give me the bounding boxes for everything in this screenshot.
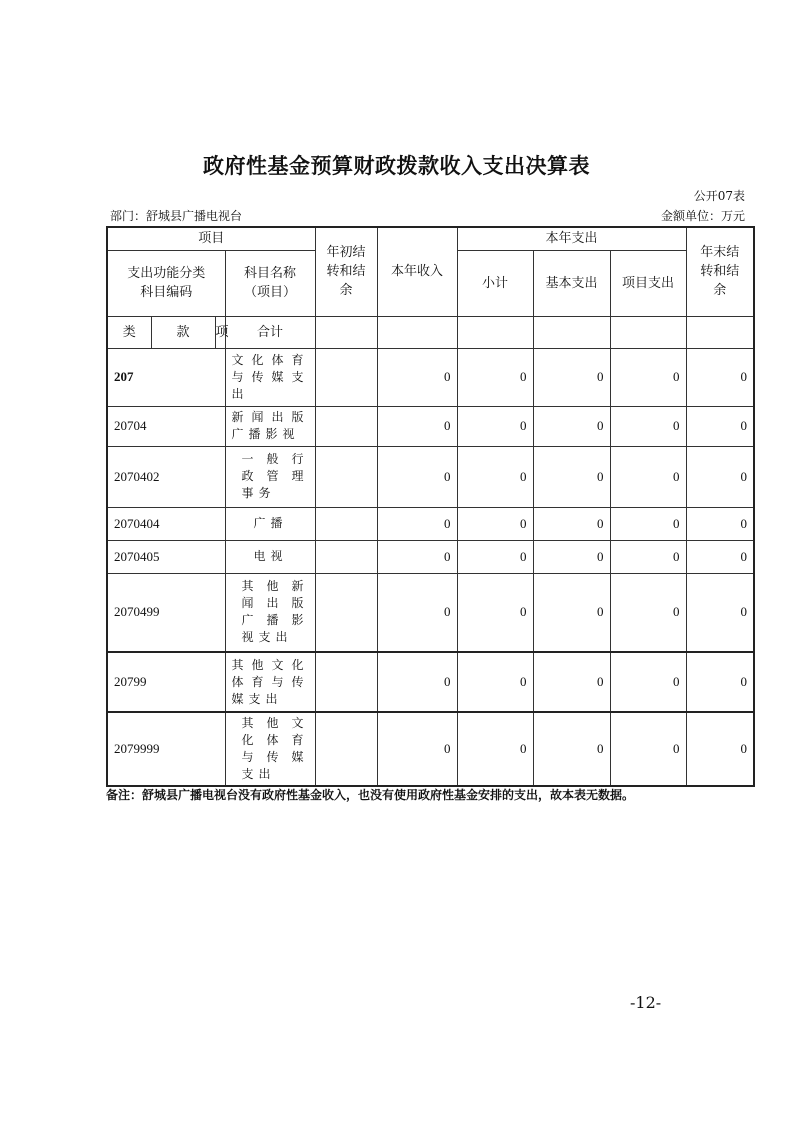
row-project: 0: [610, 652, 686, 712]
header-func-class-line1: 支出功能分类: [127, 266, 206, 281]
header-func-class: [107, 250, 225, 316]
header-subtotal: 小计: [457, 250, 533, 316]
row-begin: [315, 406, 377, 446]
row-code: 2070499: [107, 573, 225, 652]
header-total-basic: [533, 316, 610, 348]
header-total-income: [377, 316, 457, 348]
row-end: 0: [686, 446, 754, 507]
row-basic: 0: [533, 406, 610, 446]
row-subtotal: 0: [457, 712, 533, 786]
row-project: 0: [610, 540, 686, 573]
header-current-expense: 本年支出: [457, 227, 686, 250]
header-xiang: 项: [215, 316, 225, 348]
row-end: 0: [686, 652, 754, 712]
row-subtotal: 0: [457, 348, 533, 406]
page-title: 政府性基金预算财政拨款收入支出决算表: [203, 154, 590, 178]
row-name: 一般行政管理事务: [225, 446, 315, 507]
row-income: 0: [377, 540, 457, 573]
row-project: 0: [610, 348, 686, 406]
row-begin: [315, 507, 377, 540]
row-income: 0: [377, 406, 457, 446]
table-row: [107, 573, 754, 652]
table-row: [107, 446, 754, 507]
header-subject-name: [225, 250, 315, 316]
table-row: [107, 652, 754, 712]
row-basic: 0: [533, 573, 610, 652]
row-subtotal: 0: [457, 573, 533, 652]
row-begin: [315, 446, 377, 507]
unit-label: 金额单位：万元: [660, 209, 745, 223]
header-total-end: [686, 316, 754, 348]
row-income: 0: [377, 507, 457, 540]
row-basic: 0: [533, 446, 610, 507]
row-end: 0: [686, 573, 754, 652]
row-end: 0: [686, 507, 754, 540]
footnote: 备注：舒城县广播电视台没有政府性基金收入，也没有使用政府性基金安排的支出，故本表无数据。: [106, 788, 635, 802]
row-code: 2070402: [107, 446, 225, 507]
row-name: 新闻出版广播影视: [225, 406, 315, 446]
table-row: [107, 507, 754, 540]
header-total-subtotal: [457, 316, 533, 348]
row-subtotal: 0: [457, 540, 533, 573]
header-end-balance-text: 年末结转和结余: [700, 245, 740, 299]
row-subtotal: 0: [457, 446, 533, 507]
row-basic: 0: [533, 540, 610, 573]
row-code: 2079999: [107, 712, 225, 786]
row-name: 电视: [225, 540, 315, 573]
header-basic-expense: 基本支出: [533, 250, 610, 316]
header-total: 合计: [225, 316, 315, 348]
row-project: 0: [610, 406, 686, 446]
row-income: 0: [377, 652, 457, 712]
table-row: [107, 406, 754, 446]
row-income: 0: [377, 446, 457, 507]
row-end: 0: [686, 712, 754, 786]
row-project: 0: [610, 507, 686, 540]
row-subtotal: 0: [457, 507, 533, 540]
header-func-class-line2: 科目编码: [140, 285, 193, 300]
row-code: 20704: [107, 406, 225, 446]
header-end-balance: [686, 227, 754, 316]
header-subject-name-line1: 科目名称: [244, 266, 297, 281]
table-row: [107, 712, 754, 786]
row-basic: 0: [533, 348, 610, 406]
row-end: 0: [686, 406, 754, 446]
header-total-project: [610, 316, 686, 348]
header-project: 项目: [107, 227, 315, 250]
row-begin: [315, 540, 377, 573]
fund-table: [106, 226, 755, 787]
row-project: 0: [610, 712, 686, 786]
row-name: 其他文化体育与传媒支出: [225, 652, 315, 712]
row-name: 其他文化体育与传媒支出: [225, 712, 315, 786]
row-income: 0: [377, 573, 457, 652]
row-end: 0: [686, 540, 754, 573]
row-income: 0: [377, 712, 457, 786]
row-basic: 0: [533, 712, 610, 786]
row-end: 0: [686, 348, 754, 406]
row-code: 20799: [107, 652, 225, 712]
row-begin: [315, 712, 377, 786]
row-basic: 0: [533, 652, 610, 712]
row-basic: 0: [533, 507, 610, 540]
row-name: 广播: [225, 507, 315, 540]
table-row: [107, 348, 754, 406]
header-begin-balance: [315, 227, 377, 316]
department-label: 部门：舒城县广播电视台: [110, 209, 243, 223]
header-kuan: 款: [151, 316, 215, 348]
row-project: 0: [610, 446, 686, 507]
header-begin-balance-text: 年初结转和结余: [326, 245, 366, 299]
row-name: 文化体育与传媒支出: [225, 348, 315, 406]
row-income: 0: [377, 348, 457, 406]
row-begin: [315, 573, 377, 652]
row-name: 其他新闻出版广播影视支出: [225, 573, 315, 652]
table-row: [107, 540, 754, 573]
row-code: 2070404: [107, 507, 225, 540]
row-code: 207: [107, 348, 225, 406]
row-code: 2070405: [107, 540, 225, 573]
header-current-income: 本年收入: [377, 227, 457, 316]
row-subtotal: 0: [457, 652, 533, 712]
page-number: -12-: [630, 993, 662, 1012]
row-project: 0: [610, 573, 686, 652]
header-lei: 类: [107, 316, 151, 348]
row-begin: [315, 652, 377, 712]
header-total-begin: [315, 316, 377, 348]
header-project-expense: 项目支出: [610, 250, 686, 316]
row-begin: [315, 348, 377, 406]
header-subject-name-line2: （项目）: [244, 285, 297, 300]
row-subtotal: 0: [457, 406, 533, 446]
form-number: 公开07表: [693, 189, 745, 203]
